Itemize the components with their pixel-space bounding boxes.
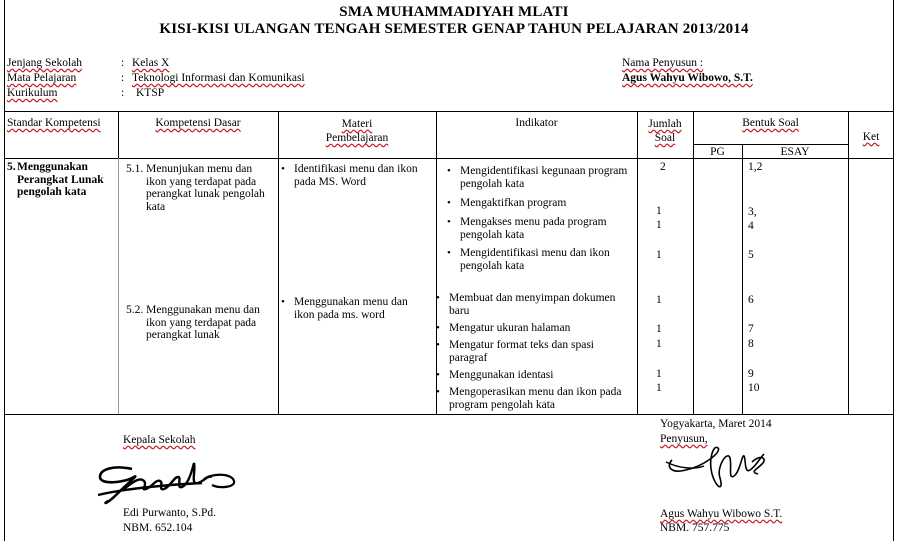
jumlah-cell: 1 xyxy=(656,368,662,380)
right-signature-icon xyxy=(664,440,774,495)
essay-cell: 4 xyxy=(748,220,754,232)
indikator-item: • Mengidentifikasi menu dan ikon pengolah kata xyxy=(460,247,630,272)
materi-item: • Identifikasi menu dan ikon pada MS. Word xyxy=(294,163,430,188)
col-header-ket: Ket xyxy=(862,131,880,143)
materi-item: • Menggunakan menu dan ikon pada ms. word xyxy=(294,296,430,321)
indikator-item: • Mengatur ukuran halaman xyxy=(449,322,629,335)
right-signer-name: Agus Wahyu Wibowo S.T. xyxy=(660,508,783,520)
school-name: SMA MUHAMMADIYAH MLATI xyxy=(339,4,569,20)
kd-item: 5.1. Menunjukan menu dan ikon yang terdapat pada perangkat lunak pengolah kata xyxy=(126,163,265,213)
jumlah-cell: 1 xyxy=(656,323,662,335)
sk-text: Menggunakan Perangkat Lunak pengolah kata xyxy=(17,161,104,198)
indikator-item: • Menggunakan identasi xyxy=(449,369,629,382)
jumlah-cell: 1 xyxy=(656,382,662,394)
mapel-colon: : xyxy=(121,72,125,84)
col-header-jumlah: Jumlah Soal xyxy=(648,118,682,144)
mapel-label: Mata Pelajaran xyxy=(7,72,77,84)
essay-cell: 9 xyxy=(748,368,754,380)
jumlah-cell: 2 xyxy=(660,161,666,173)
penyusun-value: Agus Wahyu Wibowo, S.T. xyxy=(622,72,753,84)
essay-cell: 3, xyxy=(748,206,757,218)
jumlah-cell: 1 xyxy=(656,294,662,306)
col-header-essay: ESAY xyxy=(780,146,810,158)
essay-cell: 7 xyxy=(748,323,754,335)
essay-cell: 6 xyxy=(748,294,754,306)
kd-item: 5.2. Menggunakan menu dan ikon yang terdapat pada perangkat lunak xyxy=(126,304,260,341)
left-signature-icon xyxy=(94,455,244,510)
jumlah-cell: 1 xyxy=(656,205,662,217)
col-header-materi: Materi Pembelajaran xyxy=(325,118,389,144)
page-right-border xyxy=(893,0,894,541)
sk-number: 5. xyxy=(7,161,16,173)
essay-cell: 1,2 xyxy=(748,161,763,173)
essay-cell: 10 xyxy=(748,382,760,394)
mapel-value: Teknologi Informasi dan Komunikasi xyxy=(132,72,305,84)
jumlah-cell: 1 xyxy=(656,249,662,261)
kurikulum-label: Kurikulum xyxy=(7,87,58,99)
indikator-item: • Mengatur format teks dan spasi paragraf xyxy=(449,339,629,364)
penyusun-label: Nama Penyusun : xyxy=(622,57,704,69)
indikator-item: • Membuat dan menyimpan dokumen baru xyxy=(449,292,629,317)
left-signer-title: Kepala Sekolah xyxy=(123,434,196,446)
col-header-sk: Standar Kompetensi xyxy=(7,117,101,129)
jumlah-cell: 1 xyxy=(656,219,662,231)
indikator-item: • Mengakses menu pada program pengolah kata xyxy=(460,216,630,241)
right-signer-nbm: NBM. 757.775 xyxy=(660,522,730,534)
col-header-indikator: Indikator xyxy=(515,117,558,129)
indikator-item: • Mengidentifikasi kegunaan program pengolah kata xyxy=(460,165,630,190)
indikator-item: • Mengaktifkan program xyxy=(460,197,630,210)
jenjang-label: Jenjang Sekolah xyxy=(7,57,83,69)
kurikulum-colon: : xyxy=(121,87,125,99)
essay-cell: 8 xyxy=(748,338,754,350)
jenjang-colon: : xyxy=(121,57,125,69)
col-header-pg: PG xyxy=(710,146,725,158)
left-signer-nbm: NBM. 652.104 xyxy=(123,522,193,534)
jenjang-value: Kelas X xyxy=(132,57,170,69)
jumlah-cell: 1 xyxy=(656,338,662,350)
left-signer-name: Edi Purwanto, S.Pd. xyxy=(123,507,216,519)
col-header-bentuk: Bentuk Soal xyxy=(742,117,799,129)
col-header-kd: Kompetensi Dasar xyxy=(155,117,241,129)
document-title: KISI-KISI ULANGAN TENGAH SEMESTER GENAP TAHUN PELAJARAN 2013/2014 xyxy=(159,21,749,37)
kurikulum-value: KTSP xyxy=(136,87,165,99)
indikator-item: • Mengoperasikan menu dan ikon pada program pengolah kata xyxy=(449,386,629,411)
page-left-border xyxy=(4,0,5,541)
essay-cell: 5 xyxy=(748,249,754,261)
right-place-date: Yogyakarta, Maret 2014 xyxy=(660,418,772,430)
right-signer-title: Penyusun, xyxy=(660,433,708,445)
